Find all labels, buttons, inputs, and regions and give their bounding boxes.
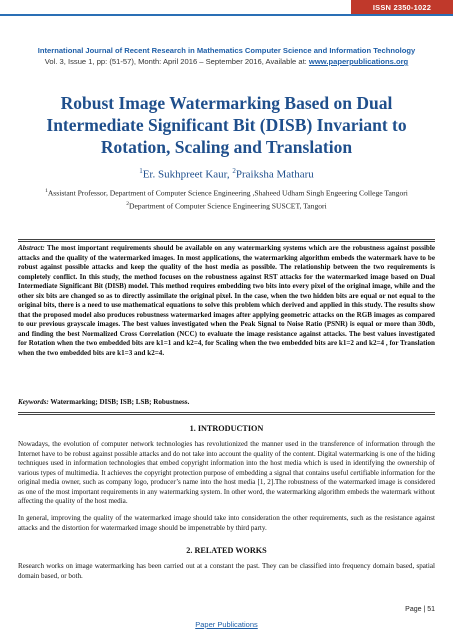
- author-1-name: Er. Sukhpreet Kaur,: [142, 168, 233, 181]
- abstract: [18, 244, 435, 358]
- abstract-label: Abstract:: [18, 244, 45, 252]
- affiliation-2-text: Department of Computer Science Engineering SUSCET, Tangori: [129, 201, 327, 211]
- abstract-bottom-rule: [18, 412, 435, 413]
- journal-volume-info: Vol. 3, Issue 1, pp: (51-57), Month: April 2016 – September 2016, Available at:: [44, 57, 309, 66]
- affiliation-2-sup: 2: [126, 200, 130, 207]
- intro-paragraph-2: In general, improving the quality of the watermarked image should take into consideration the other requirements, such as the resistance against attacks and the distortion for watermarked image should be impenetrable by third party.: [18, 514, 435, 532]
- header-rule: [0, 14, 453, 16]
- authors-line: [10, 167, 443, 181]
- affiliation-2: [10, 199, 443, 212]
- section-heading-related-works: 2. RELATED WORKS: [186, 546, 267, 555]
- intro-paragraph-1: Nowadays, the evolution of computer network technologies has revolutionized the manner used in the transference of information through the Internet have to be robust against possible attacks and do not take into account the quality of the content. Digital watermarking is one of the hiding techniques used in information technologies that embed copyright information into the host media which is used in identifying the ownership of various types of multimedia. It achieves the copyright protection purpose of embedding a signal that contains useful certifiable information for the original media owner, such as company logo, producer’s name into the host media [1, 2].The robustness of the watermarked image is considered as one of the most important requirements in any watermarking system. In other word, the watermarking algorithm embeds the watermark without affecting the quality of the host media.: [18, 440, 435, 505]
- affiliation-1: [10, 186, 443, 199]
- journal-url-link[interactable]: www.paperpublications.org: [308, 57, 409, 66]
- issn-badge: ISSN 2350-1022: [351, 0, 453, 14]
- keywords-text: Watermarking; DISB; ISB; LSB; Robustness.: [48, 398, 190, 406]
- author-1-sup: 1: [139, 167, 143, 175]
- affiliations: [10, 186, 443, 211]
- affiliation-1-text: Assistant Professor, Department of Computer Science Engineering ,Shaheed Udham Singh Engeering College Tangori: [47, 188, 408, 198]
- author-2-name: Praiksha Matharu: [235, 168, 314, 181]
- journal-header: [12, 45, 441, 67]
- abstract-top-rule: [18, 239, 435, 240]
- keywords: [18, 398, 435, 406]
- journal-info: [12, 56, 441, 67]
- journal-name: International Journal of Recent Research in Mathematics Computer Science and Information Technology: [37, 46, 416, 55]
- author-2-sup: 2: [232, 167, 236, 175]
- publisher-footer-link[interactable]: Paper Publications: [195, 620, 258, 629]
- paper-title: Robust Image Watermarking Based on Dual Intermediate Significant Bit (DISB) Invariant to Rotation, Scaling and Translation: [46, 93, 407, 157]
- keywords-label: Keywords:: [18, 398, 49, 406]
- abstract-text: The most important requirements should be available on any watermarking systems which are the robustness against possible attacks and the quality of the watermarked images. In most applications, the watermarking algorithm embeds the watermark have to be robust against possible attacks and keep the quality of the host media as possible. The relationship between the two requirements is completely conflict. In this study, the method focuses on the robustness against RST attacks for the watermarked image based on Dual Intermediate Significant Bit (DISB) model. This method requires embedding two bits into every pixel of the original image, while and the other six bits are changed so as to directly assimilate the original pixel. In the case, when the two hidden bits are equal or not equal to the original bits, there is a need to use mathematical equations to solve this problem which derived and applied in this study. The results show that the proposed model also produces robustness watermarked images after applying geometric attacks on the RGB images as compared to our previous grayscale images. The best values investigated when the Peak Signal to Noise Ratio (PSNR) is equal or more than 30db, and finding the best Normalized Cross Correlation (NCC) to evaluate the image resistance against attacks. The best values investigated for Rotation when the two embedded bits are k1=1 and k2=4, for Scaling when the two embedded bits are k1=2 and k2=4 , for Translation when the two embedded bits are k1=3 and k2=4.: [18, 244, 435, 357]
- related-works-paragraph-1: Research works on image watermarking has been carried out at a constant the past. They can be classified into frequency domain based, spatial domain based, or both.: [18, 562, 435, 580]
- section-heading-introduction: 1. INTRODUCTION: [189, 424, 264, 433]
- affiliation-1-sup: 1: [45, 188, 48, 194]
- page-number: Page | 51: [405, 606, 435, 613]
